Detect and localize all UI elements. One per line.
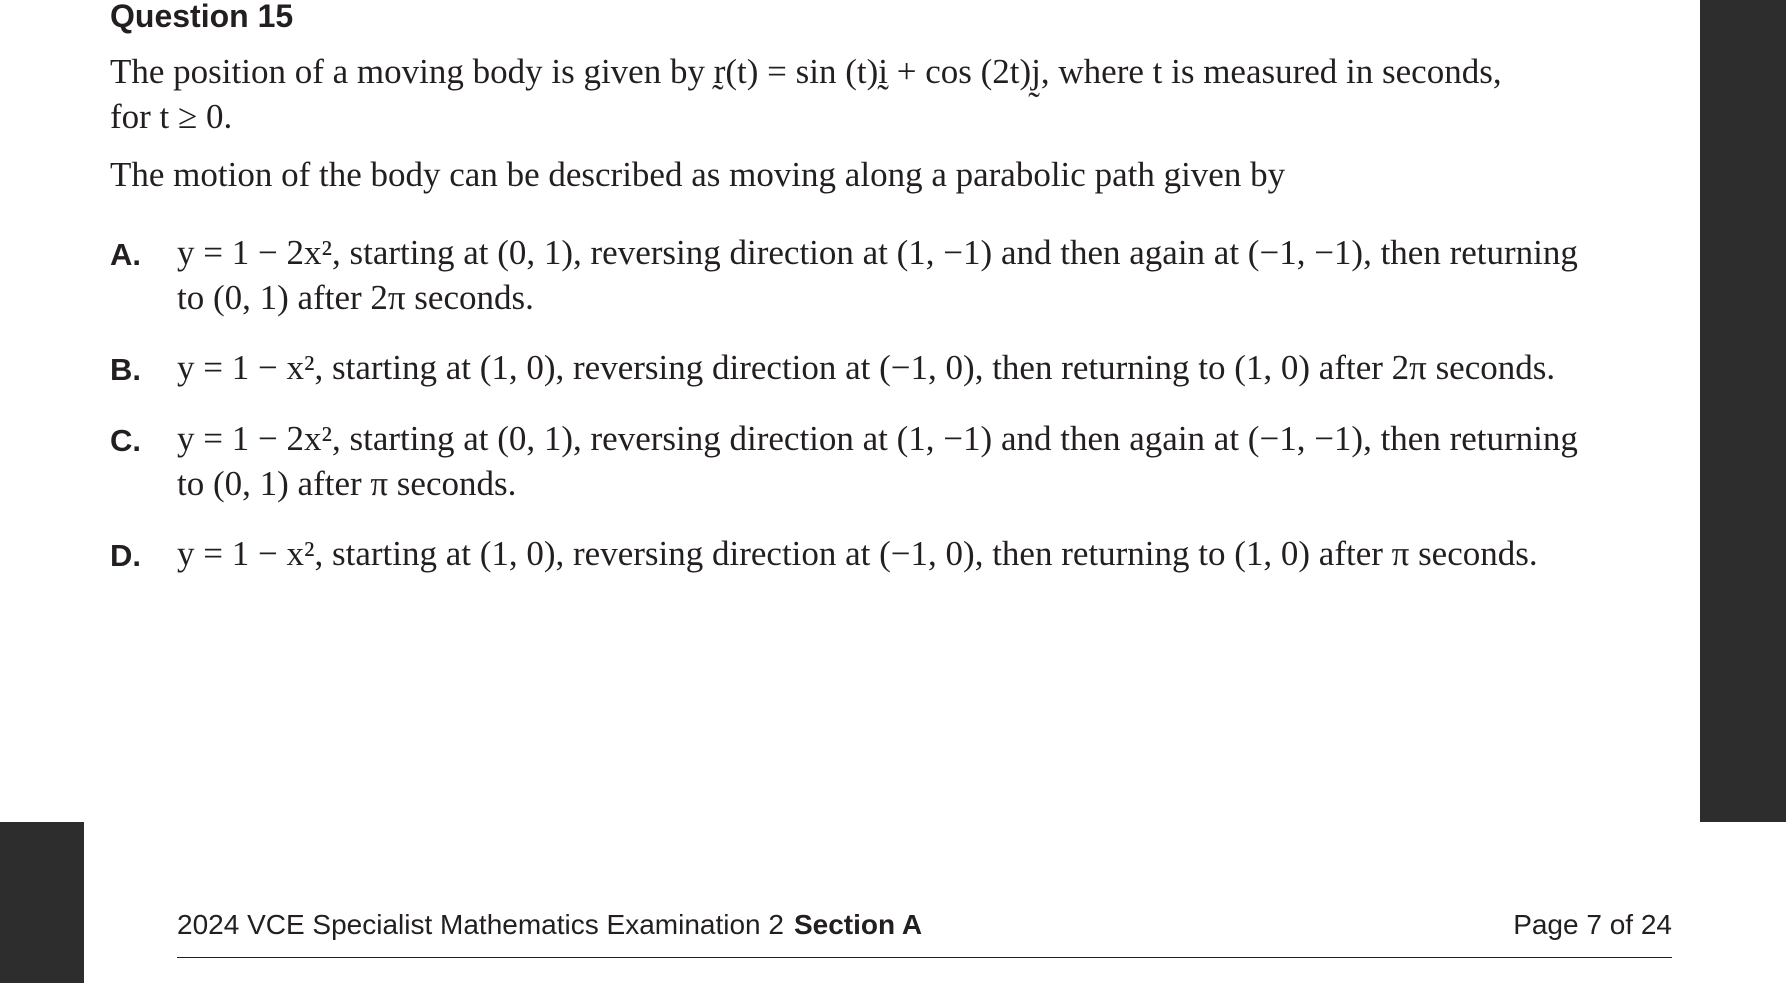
option-c-letter: C. (110, 423, 141, 458)
option-a-line-1: y = 1 − 2x², starting at (0, 1), reversing direction at (1, −1) and then again at (−1, −1), then returning (177, 233, 1578, 272)
option-c-text (177, 416, 1578, 506)
question-stem (110, 49, 1590, 139)
option-b-letter: B. (110, 352, 141, 387)
option-a-letter: A. (110, 237, 141, 272)
option-a-line-2: to (0, 1) after 2π seconds. (177, 278, 534, 317)
left-margin-block (0, 822, 84, 983)
right-margin-bar (1700, 0, 1786, 822)
footer-exam-name: 2024 VCE Specialist Mathematics Examination 2 (177, 909, 784, 940)
option-b-text (177, 345, 1555, 390)
option-c-line-2: to (0, 1) after π seconds. (177, 464, 517, 503)
footer-divider (177, 957, 1672, 958)
question-prompt: The motion of the body can be described as moving along a parabolic path given by (110, 155, 1286, 194)
option-a-text (177, 230, 1578, 320)
option-c-line-1: y = 1 − 2x², starting at (0, 1), reversing direction at (1, −1) and then again at (−1, −1), then returning (177, 419, 1578, 458)
footer-exam-title (177, 908, 922, 942)
question-stem-line-2: for t ≥ 0. (110, 97, 233, 136)
question-stem-line-1: The position of a moving body is given by r̰(t) = sin (t)ḭ + cos (2t)j̰, where t is measured in seconds, (110, 52, 1502, 91)
option-b-line-1: y = 1 − x², starting at (1, 0), reversing direction at (−1, 0), then returning to (1, 0) after 2π seconds. (177, 348, 1556, 387)
option-d-line-1: y = 1 − x², starting at (1, 0), reversing direction at (−1, 0), then returning to (1, 0) after π seconds. (177, 534, 1538, 573)
page-number: Page 7 of 24 (1513, 909, 1672, 940)
option-d-text (177, 531, 1538, 576)
question-title: Question 15 (110, 0, 294, 34)
footer-section: Section A (793, 909, 923, 940)
option-d-letter: D. (110, 538, 141, 573)
